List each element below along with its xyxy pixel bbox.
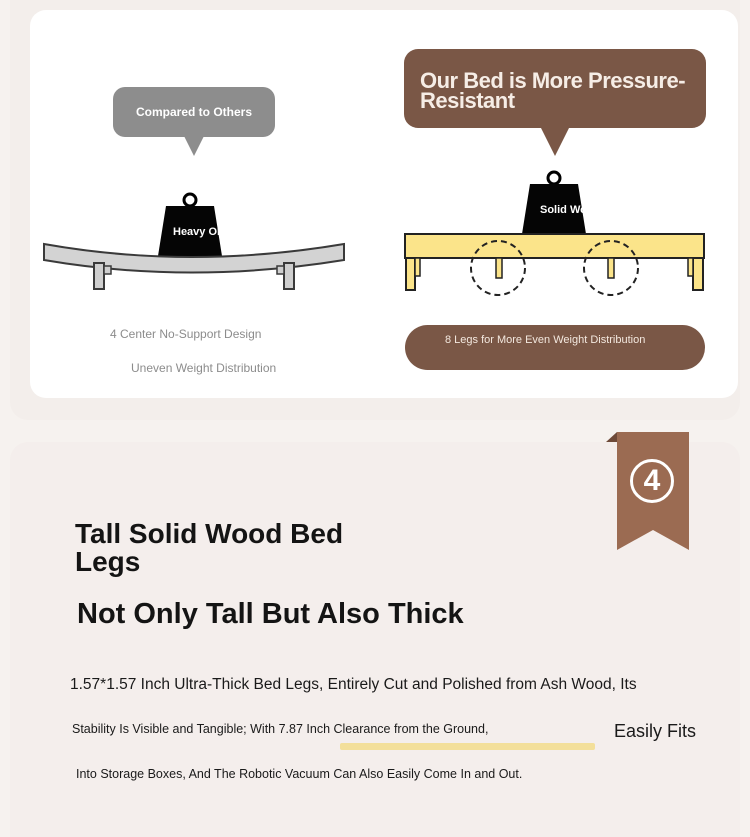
feature-description-line-1: 1.57*1.57 Inch Ultra-Thick Bed Legs, Entirely Cut and Polished from Ash Wood, Its (70, 676, 637, 693)
ours-caption-text: 8 Legs for More Even Weight Distribution (445, 334, 646, 346)
leg (608, 258, 614, 278)
others-bubble-text: Compared to Others (135, 105, 252, 119)
leg (284, 263, 294, 289)
ribbon-fold (606, 432, 617, 442)
leg (693, 258, 703, 290)
weight-icon (158, 194, 222, 256)
ours-weight-label: Solid Wo (540, 204, 587, 216)
feature-number-badge (630, 459, 674, 503)
others-weight-label: Heavy Ob (173, 226, 224, 238)
weight-icon (522, 172, 586, 234)
straight-board (405, 234, 704, 258)
others-caption-design: 4 Center No-Support Design (110, 327, 262, 341)
feature-number: 4 (643, 464, 661, 497)
easily-fits-label: Easily Fits (614, 721, 697, 741)
leg (406, 258, 415, 290)
ours-caption-pill (405, 325, 705, 370)
feature-subtitle: Not Only Tall But Also Thick (77, 598, 464, 630)
feature-description-line-2: Stability Is Visible and Tangible; With 7.87 Inch Clearance from the Ground, (72, 722, 489, 736)
feature-description-line-3: Into Storage Boxes, And The Robotic Vacuum Can Also Easily Come In and Out. (76, 767, 523, 781)
leg (496, 258, 502, 278)
feature-title: Tall Solid Wood Bed Legs (75, 518, 344, 577)
others-caption-distribution: Uneven Weight Distribution (131, 361, 277, 375)
ours-bubble-tail (540, 126, 570, 156)
others-bubble-tail (184, 136, 204, 156)
others-bed-illustration (40, 190, 350, 295)
bed-image-strip (340, 743, 595, 750)
leg (94, 263, 104, 289)
ours-bed-illustration (400, 168, 710, 298)
ours-bubble-text: Our Bed is More Pressure-Resistant (420, 68, 686, 113)
ours-bubble (404, 49, 706, 128)
others-bubble (113, 87, 275, 137)
